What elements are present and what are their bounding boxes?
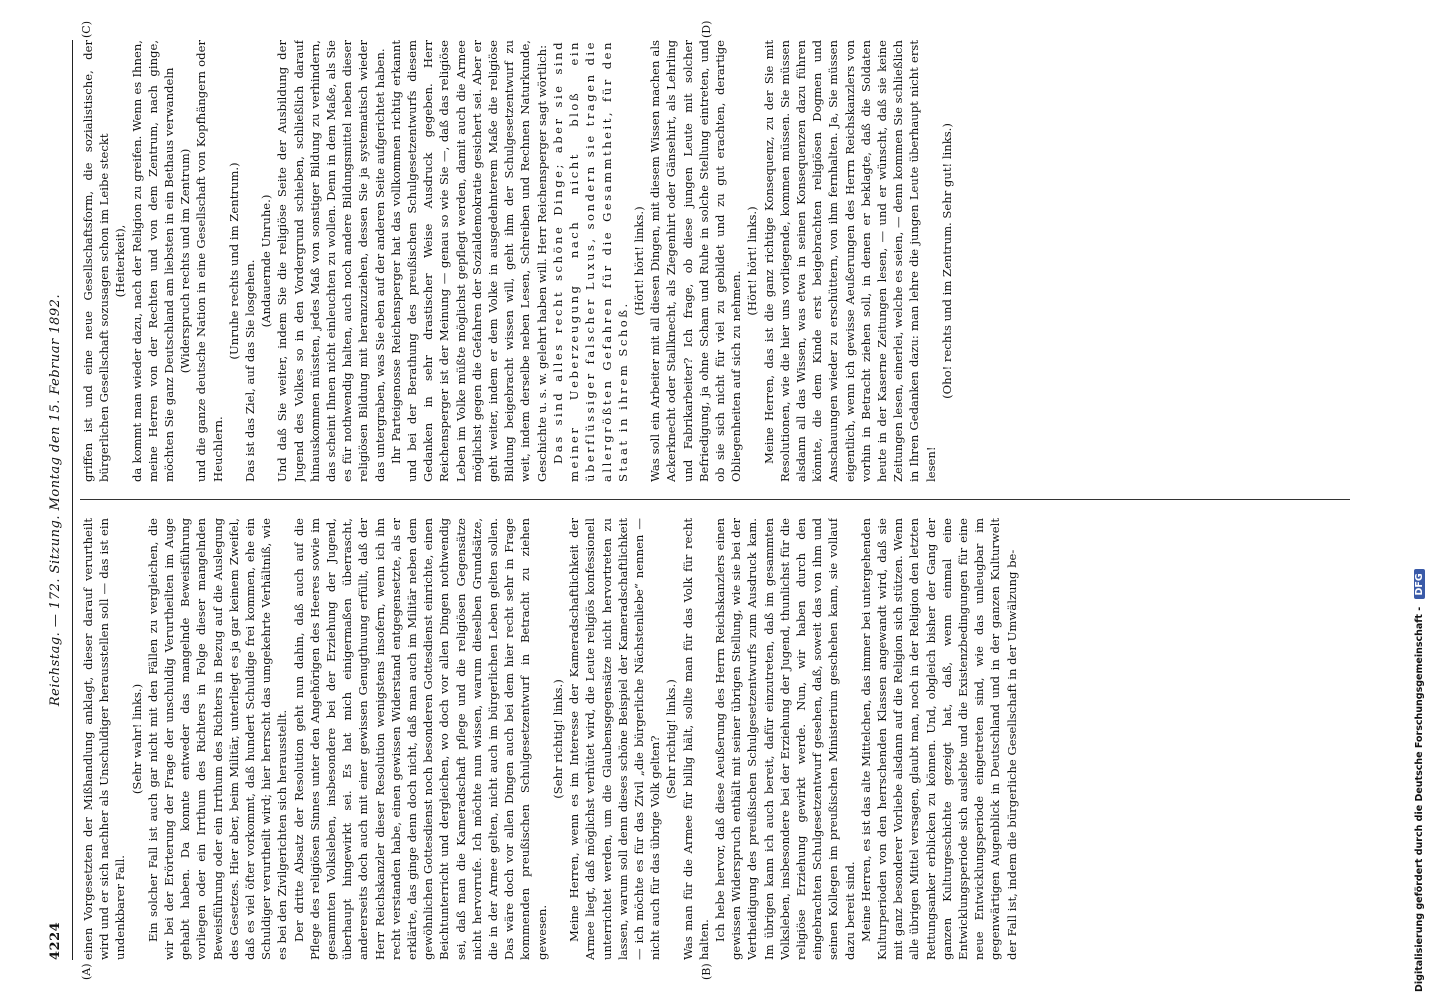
digitization-credit — [1414, 2, 1430, 992]
page-title: Reichstag. — 172. Sitzung. Montag den 15. Februar 1892. — [48, 293, 63, 707]
paragraph: Meine Herren, es ist das alte Mittelchen, das immer bei untergehenden Kulturperioden von den herrschenden Klassen angewandt wird, daß sie mit ganz besonderer Vorliebe alsdann auf die Religion sich stützen. Wenn alle übrigen Mittel versagen, glaubt man, noch in der Religion den letzten Rettungsanker erblicken zu können. Und, obgleich bisher der Gang der ganzen Kulturgeschichte gezeigt hat, daß, wenn einmal eine Entwicklungsperiode sich auslebte und die Existenzbedingungen für eine neue Entwicklungsperiode eingetreten sind, wie das unleugbar im gegenwärtigen Augenblick in Deutschland und in der ganzen Kulturwelt der Fall ist, indem die bürgerliche Gesellschaft in der Umwälzung be- — [858, 518, 1019, 960]
paragraph: Meine Herren, wenn es im Interesse der Kameradschaftlichkeit der Armee liegt, daß möglichst verhütet wird, die Leute religiös konfessionell unterrichtet werden, um die Glaubensgegensätze nicht hervortreten zu lassen, warum soll denn dieses schöne Beispiel der Kameradschaftlichkeit — ich möchte es für das Zivil „die bürgerliche Nächstenliebe“ nennen — nicht auch für das übrige Volk gelten? — [567, 518, 663, 960]
left-column — [80, 518, 1350, 960]
credit-text: Digitalisierung gefördert durch die Deutsche Forschungsgemeinschaft - — [1414, 606, 1425, 992]
dfg-logo: DFG — [1414, 569, 1425, 599]
interjection: (Sehr richtig! links.) — [550, 679, 565, 799]
margin-marker-a: (A) — [80, 963, 93, 980]
header-rule — [72, 40, 73, 960]
paragraph: Meine Herren, das ist die ganz richtige Konsequenz, zu der Sie mit Resolutionen, wie die hier uns vorliegende, kommen müssen. Sie müssen alsdann all das Wissen, was etwa in seinen Konsequenzen dazu führen könnte, die dem Kinde erst beigebrachten religiösen Dogmen und Anschauungen wieder zu erschüttern, von ihm fernhalten. Ja, Sie müssen eigentlich, wenn ich gewisse Aeußerungen des Herrn Reichskanzlers von vorhin in Betracht ziehen soll, in denen er beklagte, daß die Soldaten heute in der Kaserne Zeitungen lesen, — und er wünscht, daß sie keine Zeitungen lesen, einerlei, welche es seien, — denn kommen Sie schließlich in Ihren Gedanken dazu: man lehre die jungen Leute überhaupt nicht erst lesen! — [761, 40, 938, 482]
paragraph: einen Vorgesetzten der Mißhandlung anklagt, dieser darauf verurtheilt wird und er sich nachher als Unschuldiger herausstellen soll — das ist ein undenkbarer Fall. — [81, 518, 128, 960]
column-separator — [80, 499, 1350, 500]
interjection: (Andauernde Unruhe.) — [259, 194, 274, 328]
interjection: (Unruhe rechts und im Zentrum.) — [226, 162, 241, 360]
interjection: (Hört! hört! links.) — [631, 206, 646, 316]
margin-marker-d: (D) — [700, 20, 713, 38]
interjection: (Heiterkeit), — [113, 224, 128, 298]
right-column — [80, 40, 1350, 482]
paragraph: Das ist das Ziel, auf das Sie losgehen. — [243, 259, 258, 482]
margin-marker-b: (B) — [700, 963, 713, 980]
paragraph: da kommt man wieder dazu, nach der Religion zu greifen. Wenn es Ihnen, meine Herren von der Rechten und von dem Zentrum, nach ginge, möchten Sie ganz Deutschland am liebsten in ein Bethaus verwandeln — [129, 40, 177, 482]
paragraph: Was soll ein Arbeiter mit all diesen Dingen, mit diesem Wissen machen als Ackerknecht oder Stallknecht, als Ziegenhirt oder Gänsehirt, als Lehrling und Fabrikarbeiter? Ich frage, ob diese jungen Leute mit solcher Befriedigung, ja ohne Scham und Ruhe in solche Stellung eintreten, und ob sie sich nicht für viel zu gebildet und zu gut erachten, derartige Obliegenheiten auf sich zu nehmen. — [648, 40, 744, 482]
margin-marker-c: (C) — [80, 21, 93, 38]
paragraph: Und daß Sie weiter, indem Sie die religiöse Seite der Ausbildung der Jugend des Volkes so in den Vordergrund schieben, schließlich darauf hinauskommen müssten, jedes Maß von sonstiger Bildung zu verhindern, das scheint Ihnen nicht einleuchten zu wollen. Denn in dem Maße, als Sie es für nothwendig halten, auch noch andere Bildungsmittel neben dieser religiösen Bildung mit heranzuziehen, dessen Sie ja systematisch wieder das untergraben, was Sie eben auf der anderen Seite aufgerichtet haben. — [275, 40, 387, 482]
interjection: (Oho! rechts und im Zentrum. Sehr gut! links.) — [939, 123, 954, 399]
interjection: (Sehr wahr! links.) — [129, 683, 144, 795]
paragraph: Ich hebe hervor, daß diese Aeußerung des Herrn Reichskanzlers einen gewissen Widerspruch enthält mit seiner übrigen Stellung, wie sie bei der Vertheidigung des preußischen Schulgesetzentwurfs zum Ausdruck kam. Im übrigen kann ich auch bereit, dafür einzutreten, daß im gesammten Volksleben, insbesondere bei der Erziehung der Jugend, thunlichst für die religiöse Erziehung gewirkt werde. Nun, wir haben durch den eingebrachten Schulgesetzentwurf gesehen, daß, soweit das von ihm und seinen Kollegen im preußischen Ministerium geschehen kann, sie vollauf dazu bereit sind. — [712, 518, 857, 960]
interjection: (Widerspruch rechts und im Zentrum) — [178, 148, 193, 374]
interjection: (Hört! hört! links.) — [745, 206, 760, 316]
quotation: Das sind alles recht schöne Dinge; aber sie sind meiner Ueberzeugung nach nicht bloß ein überflüssiger falscher Luxus, sondern sie tragen die allergrößten Gefahren für die Gesammtheit, für den Staat in ihrem Schoß. — [550, 40, 630, 482]
interjection: (Sehr richtig! links.) — [664, 679, 679, 799]
paragraph: Ein solcher Fall ist auch gar nicht mit den Fällen zu vergleichen, die wir bei der Erörterung der Frage der unschuldig Verurtheilten im Auge gehabt haben. Da konnte entweder das mangelnde Beweisführung vorliegen oder ein Irrthum des Richters in Folge dieser mangelnden Beweisführung oder ein Irrthum des Richters in Bezug auf die Auslegung des Gesetzes. Hier aber, beim Militär, unterliegt es ja gar keinem Zweifel, daß es viel öfter vorkommt, daß hundert Schuldige frei kommen, ehe ein Schuldiger verurtheilt wird; hier herrscht das umgekehrte Verhältniß, wie es bei den Zivilgerichten sich herausstellt. — [145, 518, 290, 960]
paragraph: und die ganze deutsche Nation in eine Gesellschaft von Kopfhängern oder Heuchlern. — [194, 40, 225, 482]
paragraph: Der dritte Absatz der Resolution geht nun dahin, daß auch auf die Pflege des religiösen Sinnes unter den Angehörigen des Heeres sowie im gesammten Volksleben, insbesondere bei der Erziehung der Jugend, überhaupt hingewirkt sei. Es hat mich einigermaßen überrascht, andererseits doch auch mit einer gewissen Genugthuung erfüllt, daß der Herr Reichskanzler dieser Resolution wenigstens insofern, wenn ich ihn recht verstanden habe, einen gewissen Widerstand entgegensetzte, als er erklärte, das ginge denn doch nicht, daß man auch im Militär neben dem gewöhnlichen Gottesdienst noch besonderen Gottesdienst einrichte, einen Beichtunterricht und dergleichen, wo doch vor allen Dingen nothwendig sei, daß man die Kameradschaft pflege und die religiösen Gegensätze nicht hervorrufe. Ich möchte nun wissen, warum dieselben Grundsätze, die in der Armee gelten, nicht auch im bürgerlichen Leben gelten sollen. Das wäre doch vor allen Dingen auch bei dem hier recht sehr in Frage kommenden preußischen Schulgesetzentwurf in Betracht zu ziehen gewesen. — [291, 518, 549, 960]
page-header — [48, 40, 74, 960]
page-number: 4224 — [48, 921, 63, 960]
paragraph: Was man für die Armee für billig hält, sollte man für das Volk für recht halten. — [680, 518, 711, 960]
paragraph: Ihr Parteigenosse Reichensperger hat das vollkommen richtig erkannt und bei der Berathung des preußischen Schulgesetzentwurfs diesem Gedanken in sehr drastischer Weise Ausdruck gegeben. Herr Reichensperger ist der Meinung — genau so wie Sie —, daß das religiöse Leben im Volke müßte möglichst gepflegt werden, damit auch die Armee möglichst gegen die Gefahren der Sozialdemokratie gesichert sei. Aber er geht weiter, indem er dem Volke in ausgedehnterem Maße die religiöse Bildung beigebracht wissen will, geht ihm der Schulgesetzentwurf zu weit, indem derselbe neben Lesen, Schreiben und Rechnen Naturkunde, Geschichte u. s. w. gelehrt haben will. Herr Reichensperger sagt wörtlich: — [388, 40, 549, 482]
paragraph: griffen ist und eine neue Gesellschaftsform, die sozialistische, der bürgerlichen Gesellschaft sozusagen schon im Leibe steckt — [81, 40, 112, 482]
